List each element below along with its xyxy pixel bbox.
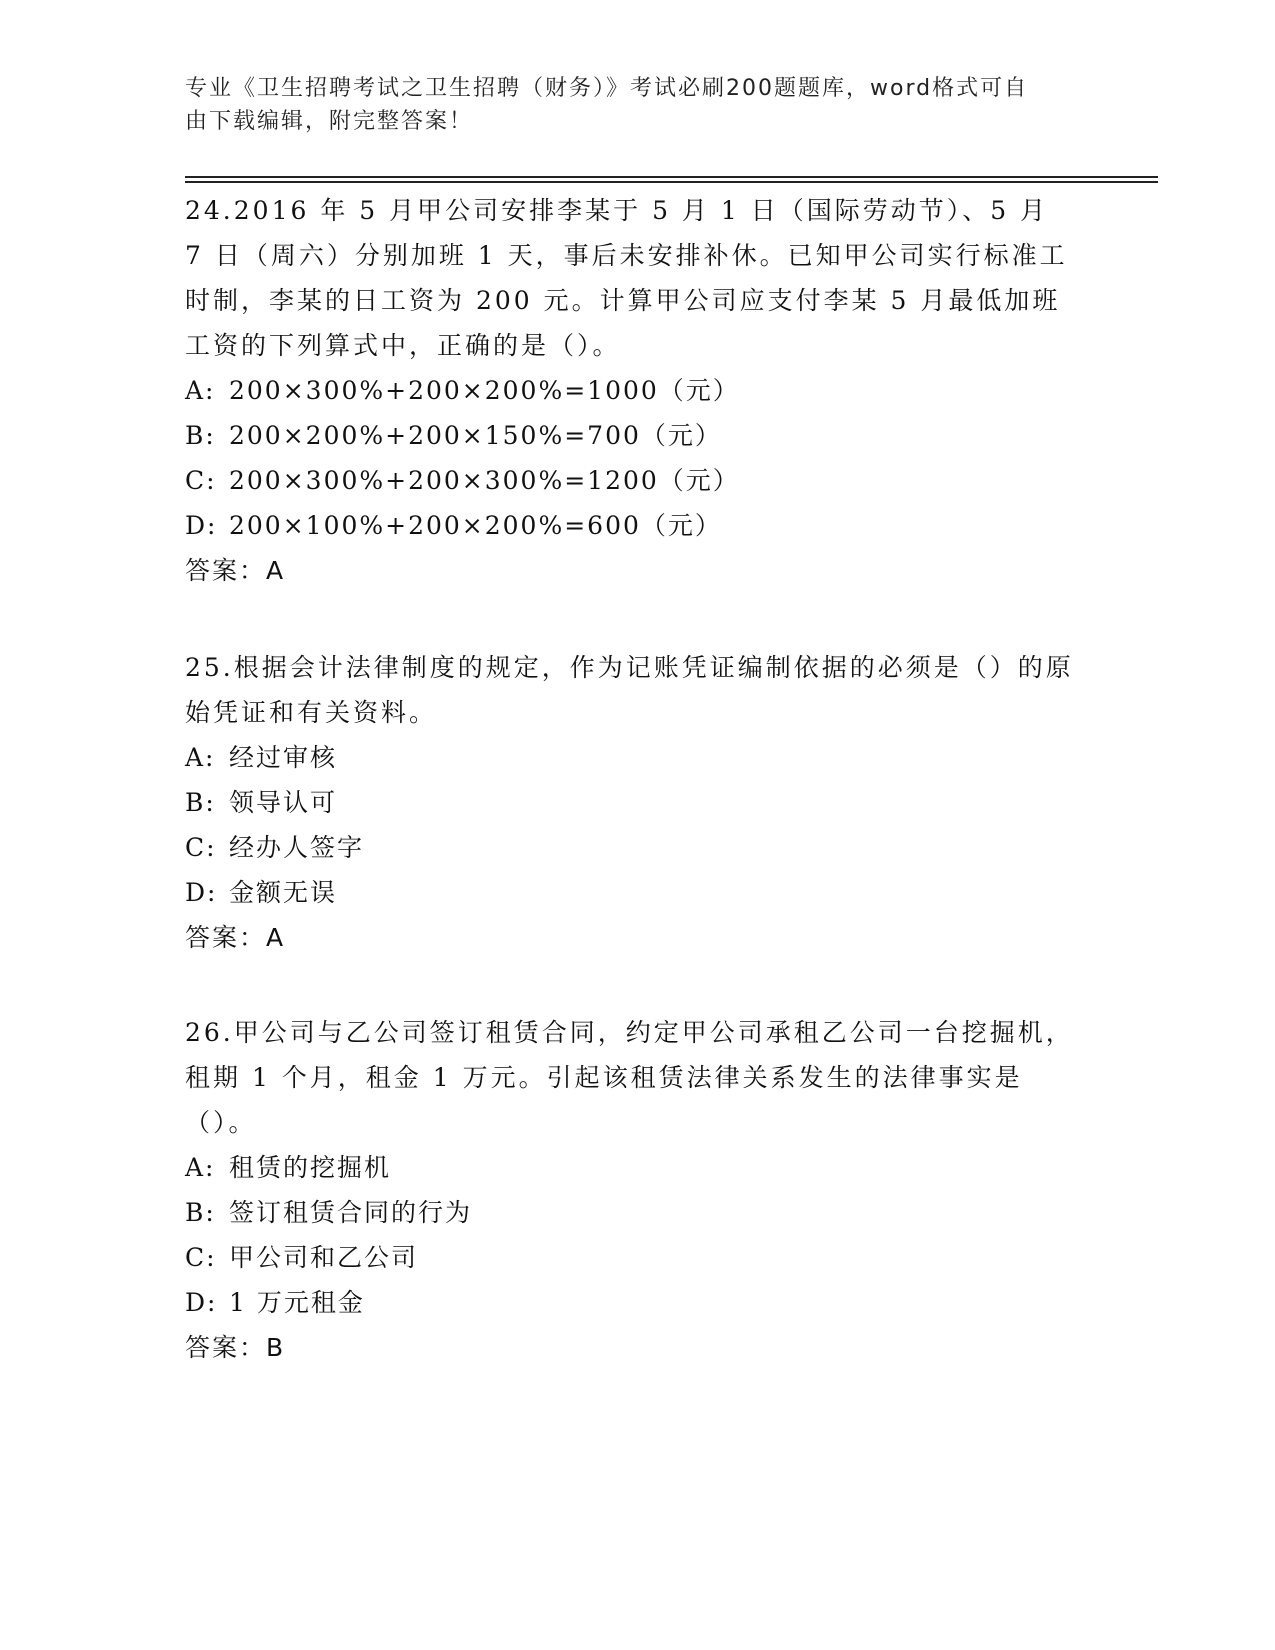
question-26 xyxy=(185,1010,1075,1370)
option-a xyxy=(185,735,1075,780)
question-text: 26.甲公司与乙公司签订租赁合同，约定甲公司承租乙公司一台挖掘机，租期 1 个月，租金 1 万元。引起该租赁法律关系发生的法律事实是（）。 xyxy=(185,1018,1074,1137)
option-b xyxy=(185,1190,1075,1235)
option-c xyxy=(185,825,1075,870)
option-text: 200×100%+200×200%=600（元） xyxy=(229,511,722,540)
option-b xyxy=(185,780,1075,825)
header-divider-top xyxy=(185,176,1158,178)
header-line-1: 专业《卫生招聘考试之卫生招聘（财务）》考试必刷200题题库，word格式可自 xyxy=(185,76,1029,101)
option-key: C: xyxy=(185,1243,217,1272)
option-text: 1 万元租金 xyxy=(229,1288,365,1317)
option-text: 200×300%+200×300%=1200（元） xyxy=(229,466,740,495)
option-key: D: xyxy=(185,878,218,907)
option-text: 200×300%+200×200%=1000（元） xyxy=(229,376,740,405)
option-text: 甲公司和乙公司 xyxy=(229,1243,419,1272)
question-text: 24.2016 年 5 月甲公司安排李某于 5 月 1 日（国际劳动节）、5 月 7 日（周六）分别加班 1 天，事后未安排补休。已知甲公司实行标准工时制，李某的日工资为 200 元。计算甲公司应支付李某 5 月最低加班工资的下列算式中，正确的是（）。 xyxy=(185,196,1068,360)
header-line-2: 由下载编辑，附完整答案！ xyxy=(185,109,474,134)
option-key: B: xyxy=(185,1198,216,1227)
option-d xyxy=(185,1280,1075,1325)
answer-line: 答案：A xyxy=(185,556,286,585)
question-text: 25.根据会计法律制度的规定，作为记账凭证编制依据的必须是（）的原始凭证和有关资料。 xyxy=(185,653,1074,727)
option-text: 签订租赁合同的行为 xyxy=(229,1198,473,1227)
option-key: C: xyxy=(185,466,217,495)
option-text: 经办人签字 xyxy=(229,833,365,862)
option-text: 200×200%+200×150%=700（元） xyxy=(229,421,722,450)
option-key: A: xyxy=(185,1153,216,1182)
option-d xyxy=(185,870,1075,915)
option-key: A: xyxy=(185,743,216,772)
option-key: B: xyxy=(185,788,216,817)
option-a xyxy=(185,1145,1075,1190)
option-b xyxy=(185,413,1075,458)
option-key: D: xyxy=(185,511,218,540)
question-24 xyxy=(185,188,1075,593)
answer-line: 答案：B xyxy=(185,1333,286,1362)
option-key: C: xyxy=(185,833,217,862)
document-header xyxy=(185,72,1065,138)
option-text: 金额无误 xyxy=(229,878,338,907)
option-d xyxy=(185,503,1075,548)
header-divider-bottom xyxy=(185,181,1158,183)
option-a xyxy=(185,368,1075,413)
option-c xyxy=(185,458,1075,503)
option-key: B: xyxy=(185,421,216,450)
answer-line: 答案：A xyxy=(185,923,286,952)
option-text: 领导认可 xyxy=(229,788,338,817)
option-text: 经过审核 xyxy=(229,743,338,772)
option-key: A: xyxy=(185,376,216,405)
question-25 xyxy=(185,645,1075,960)
option-c xyxy=(185,1235,1075,1280)
option-text: 租赁的挖掘机 xyxy=(229,1153,392,1182)
option-key: D: xyxy=(185,1288,218,1317)
